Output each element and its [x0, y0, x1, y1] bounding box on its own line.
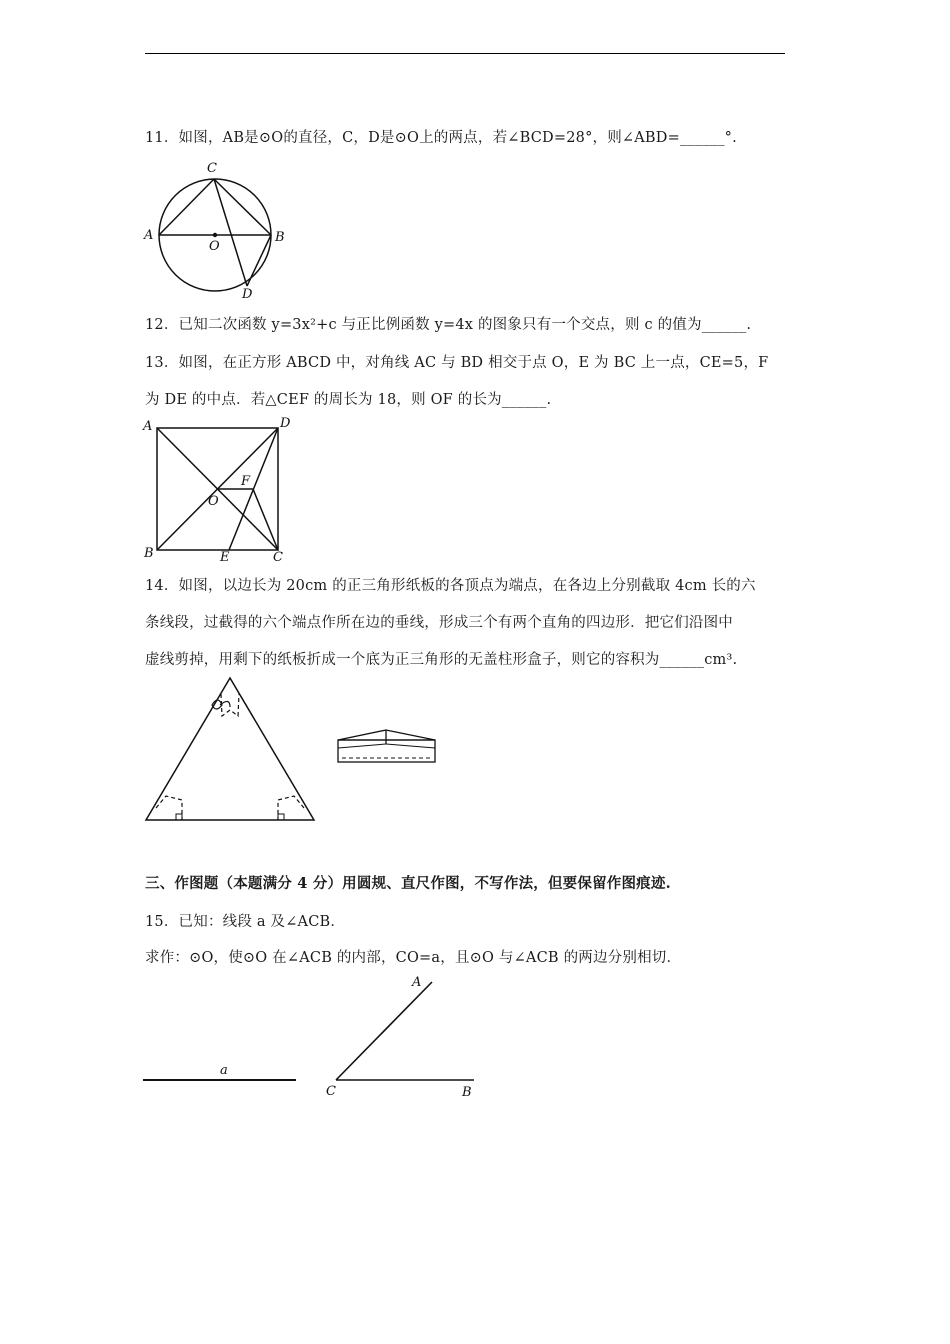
q14-left-right-angle: [176, 814, 182, 820]
q13-label-b: B: [144, 546, 154, 561]
q11-figure: [142, 160, 292, 300]
q13-segment-fc: [253, 489, 278, 550]
q13-line2: 为 DE 的中点．若△CEF 的周长为 18，则 OF 的长为______.: [145, 392, 552, 408]
q13-line1: 13．如图，在正方形 ABCD 中，对角线 AC 与 BD 相交于点 O，E 为 BC 上一点，CE=5，F: [145, 355, 769, 371]
q11-label-c: C: [207, 161, 217, 176]
q14-triangle: [146, 678, 314, 820]
q11-label-d: D: [242, 287, 253, 300]
q15-line2: 求作：⊙O，使⊙O 在∠ACB 的内部，CO=a，且⊙O 与∠ACB 的两边分别相切．: [145, 950, 682, 966]
q15-line1: 15．已知：线段 a 及∠ACB．: [145, 914, 346, 930]
q11-label-a: A: [144, 228, 154, 243]
q14-triangle-figure: [140, 672, 320, 828]
q15-label-a-small: a: [220, 1063, 228, 1078]
q14-right-cut: [278, 796, 304, 820]
q15-label-c: C: [326, 1084, 336, 1099]
q13-label-f: F: [241, 474, 251, 489]
q11-chord-bd: [247, 235, 271, 286]
q11-label-o: O: [209, 239, 220, 254]
q13-label-c: C: [273, 550, 283, 565]
q14-line1: 14．如图，以边长为 20cm 的正三角形纸板的各顶点为端点，在各边上分别截取 4cm 长的六: [145, 578, 756, 594]
q15-figure: [140, 970, 480, 1100]
q14-line2: 条线段，过截得的六个端点作所在边的垂线，形成三个有两个直角的四边形．把它们沿图中: [145, 615, 733, 631]
q13-label-d: D: [280, 416, 291, 431]
q15-label-a: A: [412, 975, 422, 990]
q12-text: 12．已知二次函数 y=3x²+c 与正比例函数 y=4x 的图象只有一个交点，则 c 的值为______.: [145, 317, 752, 333]
header-rule: [145, 53, 785, 54]
q14-left-cut: [156, 796, 182, 820]
q11-label-b: B: [275, 230, 285, 245]
q11-center-dot: [213, 233, 217, 237]
q15-ray-ca: [336, 982, 432, 1080]
q13-label-a: A: [143, 419, 153, 434]
q14-box-inner-right: [386, 744, 435, 748]
q14-line3: 虚线剪掉，用剩下的纸板折成一个底为正三角形的无盖柱形盒子，则它的容积为______cm³.: [145, 652, 738, 668]
q11-text: 11．如图，AB是⊙O的直径，C，D是⊙O上的两点，若∠BCD=28°，则∠ABD=______°.: [145, 130, 737, 146]
q13-figure: [140, 414, 300, 566]
q14-right-right-angle: [278, 814, 284, 820]
q15-label-b: B: [462, 1085, 472, 1100]
section3-heading: 三、作图题（本题满分 4 分）用圆规、直尺作图，不写作法，但要保留作图痕迹.: [145, 875, 671, 892]
q13-label-e: E: [220, 550, 230, 565]
q13-label-o: O: [208, 494, 219, 509]
q14-box-inner-left: [338, 744, 386, 748]
q14-box-figure: [334, 724, 440, 768]
